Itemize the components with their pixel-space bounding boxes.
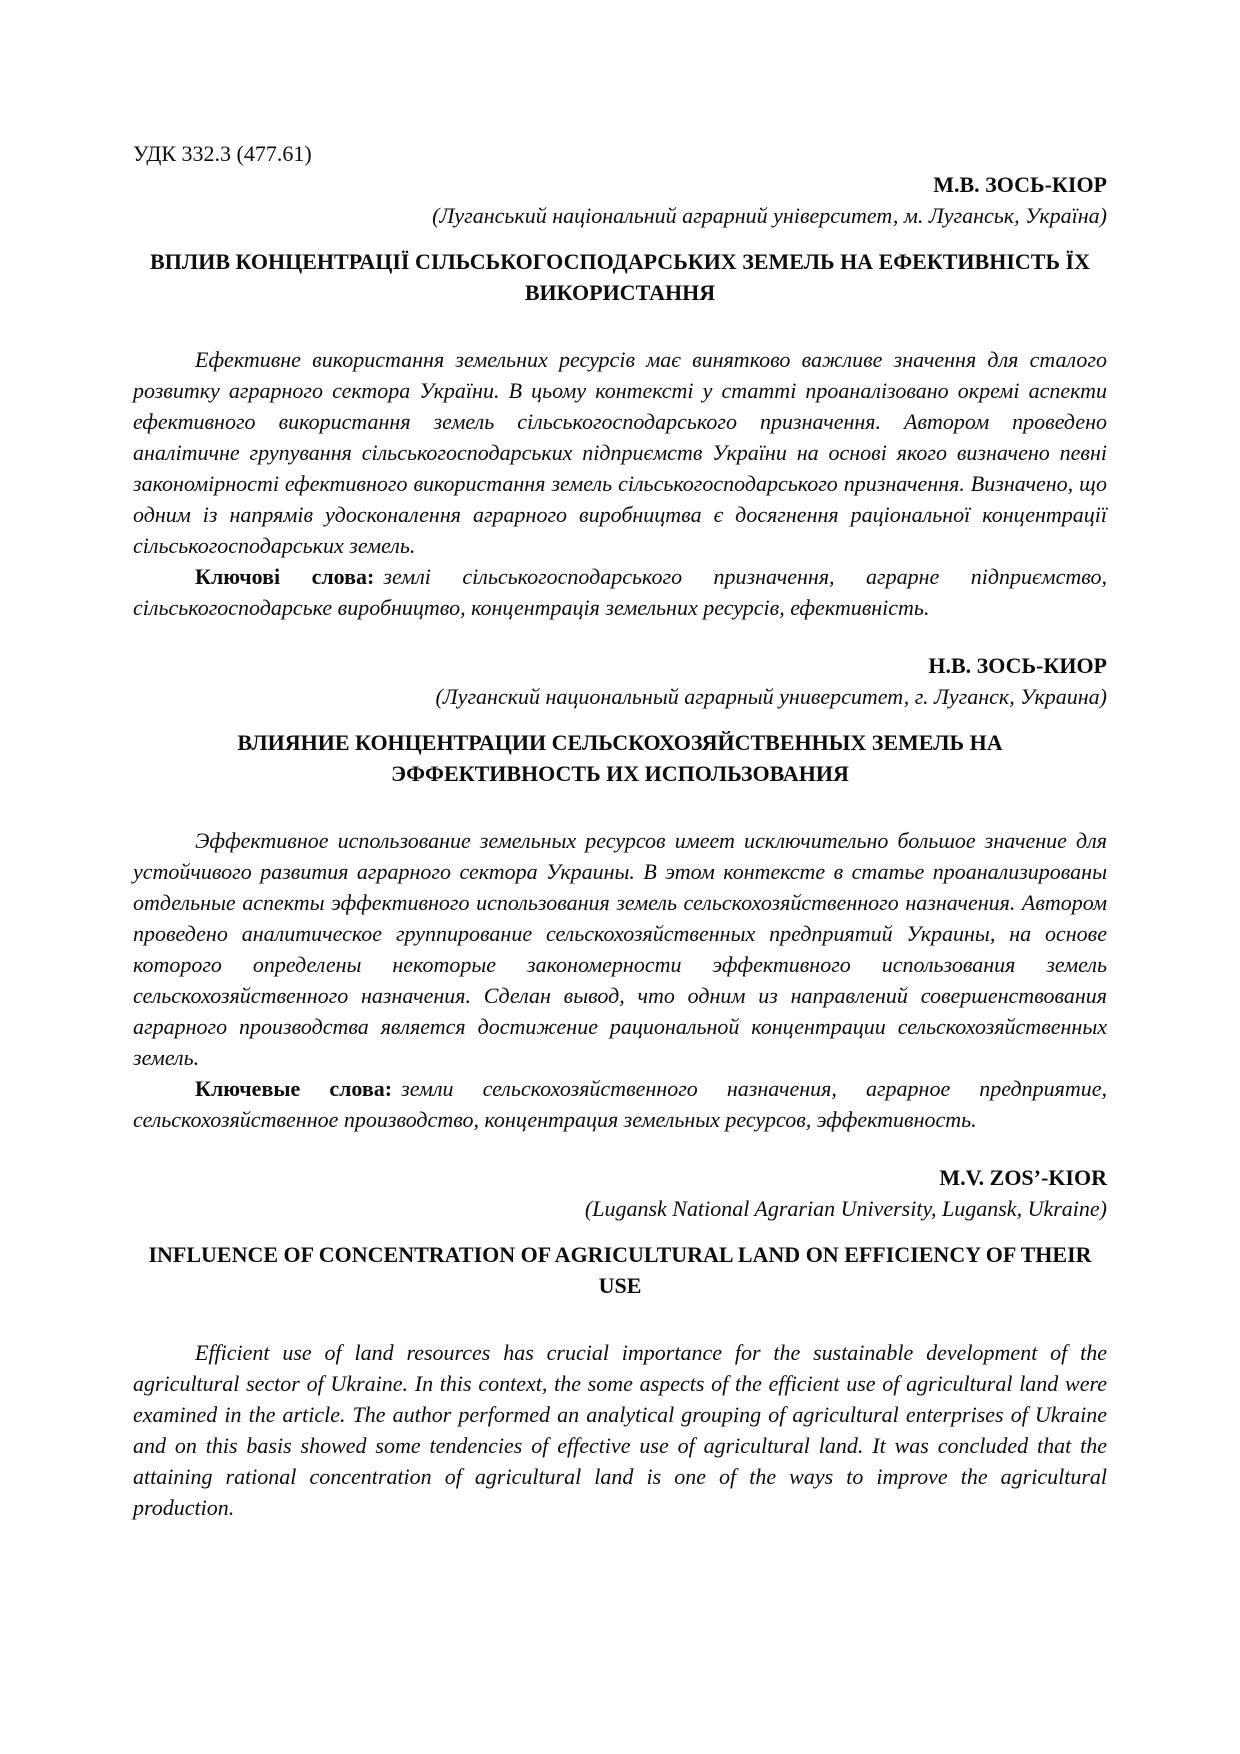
keywords-label: Ключові слова: — [195, 564, 375, 589]
author-name: M.V. ZOS’-KIOR — [939, 1165, 1107, 1190]
author-name: М.В. ЗОСЬ-КІОР — [933, 172, 1107, 197]
article-title: ВПЛИВ КОНЦЕНТРАЦІЇ СІЛЬСЬКОГОСПОДАРСЬКИХ ЗЕМЕЛЬ НА ЕФЕКТИВНІСТЬ ЇХ ВИКОРИСТАННЯ — [150, 249, 1090, 305]
author-affiliation: (Луганський національний аграрний університет, м. Луганськ, Україна) — [432, 203, 1107, 228]
section-russian — [133, 650, 1107, 1135]
keywords-label: Ключевые слова: — [195, 1076, 393, 1101]
abstract-paragraph: Эффективное использование земельных ресурсов имеет исключительно большое значение для устойчивого развития аграрного сектора Украины. В этом контексте в статье проанализированы отдельные аспекты эффективного использования земель сельскохозяйственного назначения. Автором проведено аналитическое группирование сельскохозяйственных предприятий Украины, на основе которого определены некоторые закономерности эффективного использования земель сельскохозяйственного назначения. Сделан вывод, что одним из направлений совершенствования аграрного производства является достижение рациональной концентрации сельскохозяйственных земель. — [133, 828, 1107, 1070]
author-name: Н.В. ЗОСЬ-КИОР — [928, 653, 1107, 678]
keywords-paragraph — [133, 1073, 1107, 1135]
article-title: INFLUENCE OF CONCENTRATION OF AGRICULTURAL LAND ON EFFICIENCY OF THEIR USE — [148, 1242, 1092, 1298]
article-title: ВЛИЯНИЕ КОНЦЕНТРАЦИИ СЕЛЬСКОХОЗЯЙСТВЕННЫХ ЗЕМЕЛЬ НА ЭФФЕКТИВНОСТЬ ИХ ИСПОЛЬЗОВАНИЯ — [237, 730, 1003, 786]
author-affiliation: (Lugansk National Agrarian University, Lugansk, Ukraine) — [584, 1196, 1107, 1221]
abstract-paragraph: Ефективне використання земельних ресурсів має винятково важливе значення для сталого розвитку аграрного сектора України. В цьому контексті у статті проаналізовано окремі аспекти ефективного використання земель сільськогосподарського призначення. Автором проведено аналітичне групування сільськогосподарських підприємств України на основі якого визначено певні закономірності ефективного використання земель сільськогосподарського призначення. Визначено, що одним із напрямів удосконалення аграрного виробництва є досягнення раціональної концентрації сільськогосподарських земель. — [133, 347, 1107, 558]
abstract-paragraph: Efficient use of land resources has crucial importance for the sustainable development of the agricultural sector of Ukraine. In this context, the some aspects of the efficient use of agricultural land were examined in the article. The author performed an analytical grouping of agricultural enterprises of Ukraine and on this basis showed some tendencies of effective use of agricultural land. It was concluded that the attaining rational concentration of agricultural land is one of the ways to improve the agricultural production. — [133, 1340, 1107, 1520]
section-english — [133, 1162, 1107, 1523]
section-ukrainian — [133, 169, 1107, 623]
udc-number: УДК 332.3 (477.61) — [133, 141, 312, 166]
keywords-text: землі сільськогосподарського призначення, аграрне підприємство, сільськогосподарське виробництво, концентрація земельних ресурсів, ефективність. — [133, 564, 1108, 620]
keywords-paragraph — [133, 561, 1107, 623]
author-affiliation: (Луганский национальный аграрный университет, г. Луганск, Украина) — [435, 684, 1107, 709]
keywords-text: земли сельскохозяйственного назначения, аграрное предприятие, сельскохозяйственное производство, концентрация земельных ресурсов, эффективность. — [133, 1076, 1107, 1132]
